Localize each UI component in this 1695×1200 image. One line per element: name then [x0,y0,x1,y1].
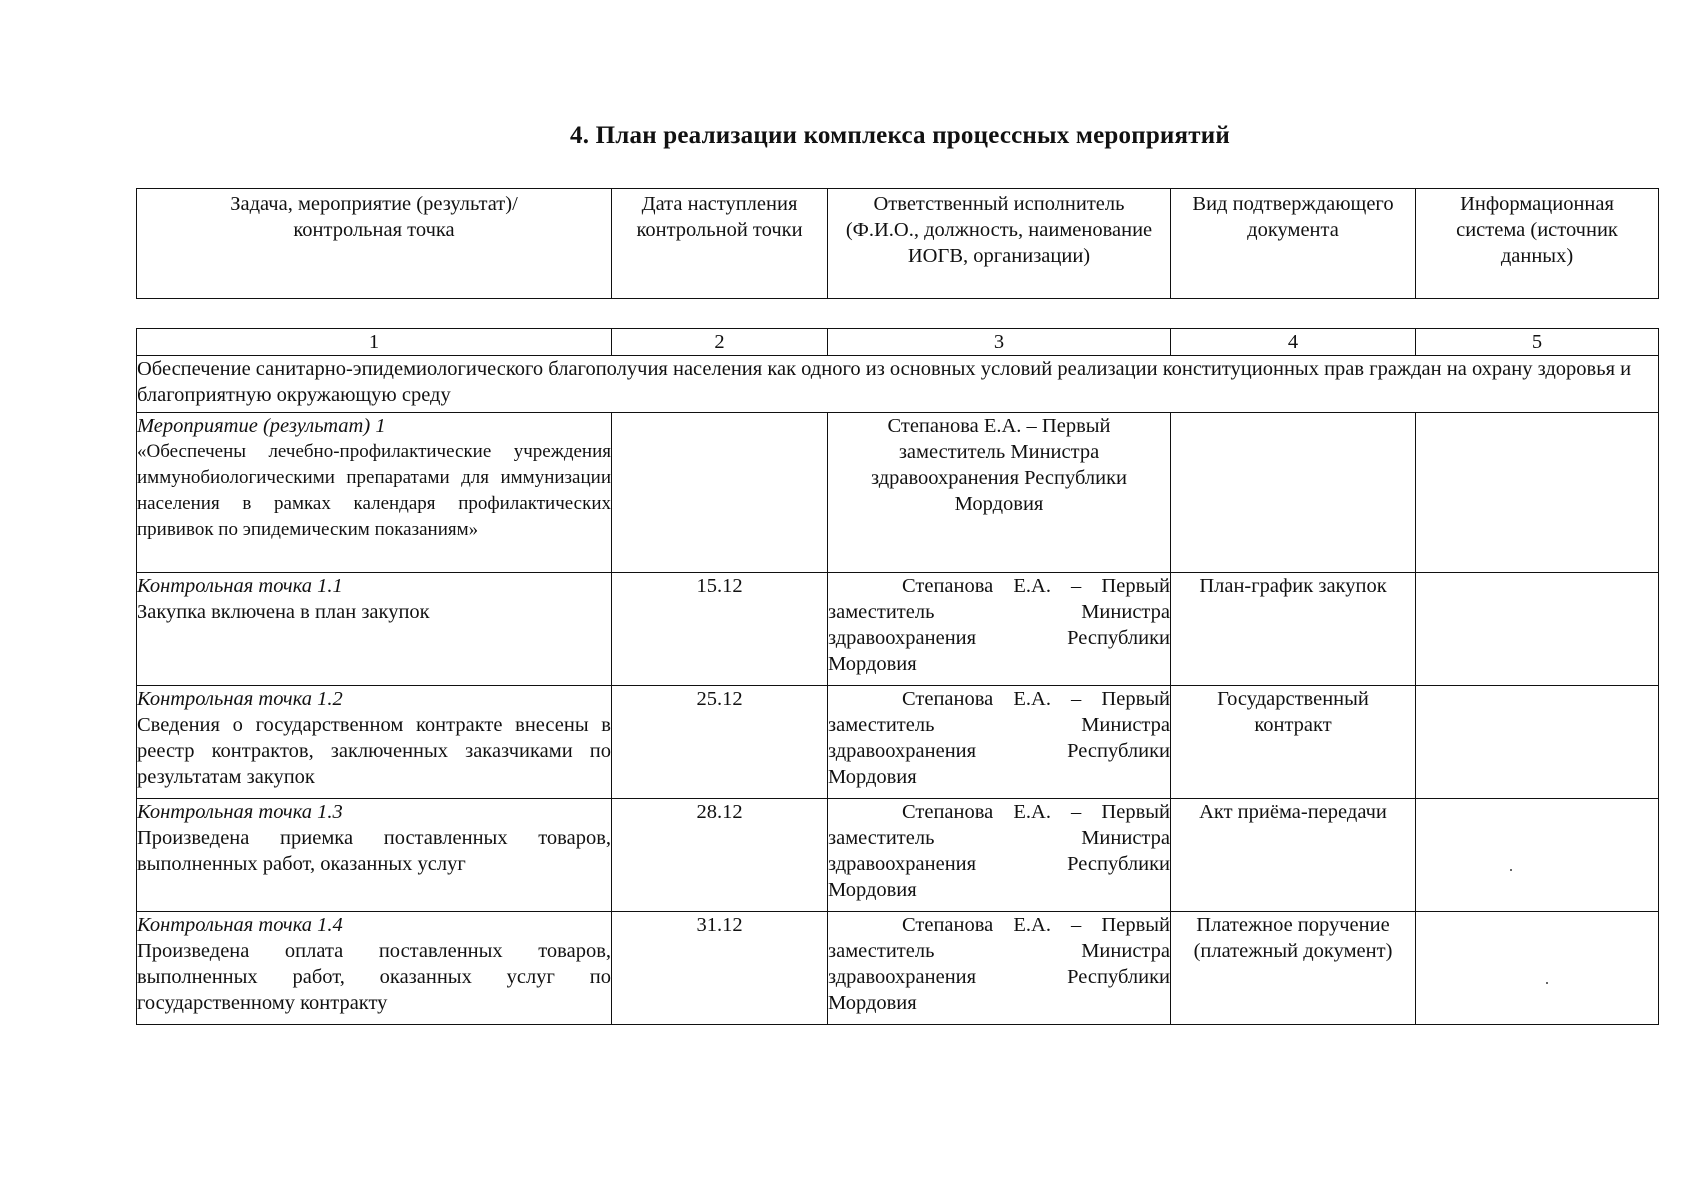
section-row [137,356,1659,413]
checkpoint-text: Сведения о государственном контракте внесены в реестр контрактов, заключенных заказчиками по результатам закупок [137,714,611,788]
plan-table [136,328,1659,1025]
header-table [136,188,1659,299]
checkpoint-document: Государственный контракт [1171,686,1416,799]
column-number: 4 [1171,329,1416,356]
checkpoint-info-system [1416,686,1659,799]
table-row [137,686,1659,799]
event-date [612,413,828,573]
checkpoint-document: Платежное поручение (платежный документ) [1171,912,1416,1025]
table-row [137,573,1659,686]
checkpoint-executor: Степанова Е.А. – Первый заместитель Министра здравоохранения Республики Мордовия [828,573,1171,686]
column-number: 2 [612,329,828,356]
header-executor: Ответственный исполнитель (Ф.И.О., должность, наименование ИОГВ, организации) [828,189,1171,299]
event-label: Мероприятие (результат) 1 [137,415,386,437]
checkpoint-label: Контрольная точка 1.4 [137,914,343,936]
checkpoint-executor: Степанова Е.А. – Первый заместитель Министра здравоохранения Республики Мордовия [828,686,1171,799]
checkpoint-text: Произведена оплата поставленных товаров, выполненных работ, оказанных услуг по государственному контракту [137,940,611,1014]
table-row [137,912,1659,1025]
checkpoint-cell [137,573,612,686]
column-number: 5 [1416,329,1659,356]
checkpoint-cell [137,912,612,1025]
speck-mark [1510,869,1512,871]
event-executor: Степанова Е.А. – Первый заместитель Министра здравоохранения Республики Мордовия [828,413,1171,573]
checkpoint-label: Контрольная точка 1.3 [137,801,343,823]
checkpoint-document: План-график закупок [1171,573,1416,686]
header-info-system: Информационная система (источник данных) [1416,189,1659,299]
header-row [137,189,1659,299]
speck-mark [1546,982,1548,984]
header-task: Задача, мероприятие (результат)/контрольная точка [137,189,612,299]
section-title: Обеспечение санитарно-эпидемиологического благополучия населения как одного из основных условий реализации конституционных прав граждан на охрану здоровья и благоприятную окружающую среду [137,356,1659,413]
checkpoint-date: 31.12 [612,912,828,1025]
checkpoint-date: 28.12 [612,799,828,912]
event-document [1171,413,1416,573]
checkpoint-cell [137,799,612,912]
checkpoint-cell [137,686,612,799]
column-number: 3 [828,329,1171,356]
checkpoint-info-system [1416,573,1659,686]
event-text: «Обеспечены лечебно-профилактические учреждения иммунобиологическими препаратами для иммунизации населения в рамках календаря профилактических прививок по эпидемическим показаниям» [137,441,611,540]
checkpoint-executor: Степанова Е.А. – Первый заместитель Министра здравоохранения Республики Мордовия [828,799,1171,912]
checkpoint-info-system [1416,912,1659,1025]
event-row [137,413,1659,573]
header-document: Вид подтверждающего документа [1171,189,1416,299]
event-info-system [1416,413,1659,573]
column-number-row [137,329,1659,356]
checkpoint-date: 25.12 [612,686,828,799]
checkpoint-info-system [1416,799,1659,912]
checkpoint-date: 15.12 [612,573,828,686]
page-title: 4. План реализации комплекса процессных мероприятий [570,122,1230,149]
column-number: 1 [137,329,612,356]
checkpoint-text: Закупка включена в план закупок [137,601,430,623]
table-row [137,799,1659,912]
checkpoint-executor: Степанова Е.А. – Первый заместитель Министра здравоохранения Республики Мордовия [828,912,1171,1025]
header-date: Дата наступления контрольной точки [612,189,828,299]
checkpoint-document: Акт приёма-передачи [1171,799,1416,912]
event-cell [137,413,612,573]
checkpoint-label: Контрольная точка 1.2 [137,688,343,710]
checkpoint-text: Произведена приемка поставленных товаров, выполненных работ, оказанных услуг [137,827,611,875]
checkpoint-label: Контрольная точка 1.1 [137,575,343,597]
